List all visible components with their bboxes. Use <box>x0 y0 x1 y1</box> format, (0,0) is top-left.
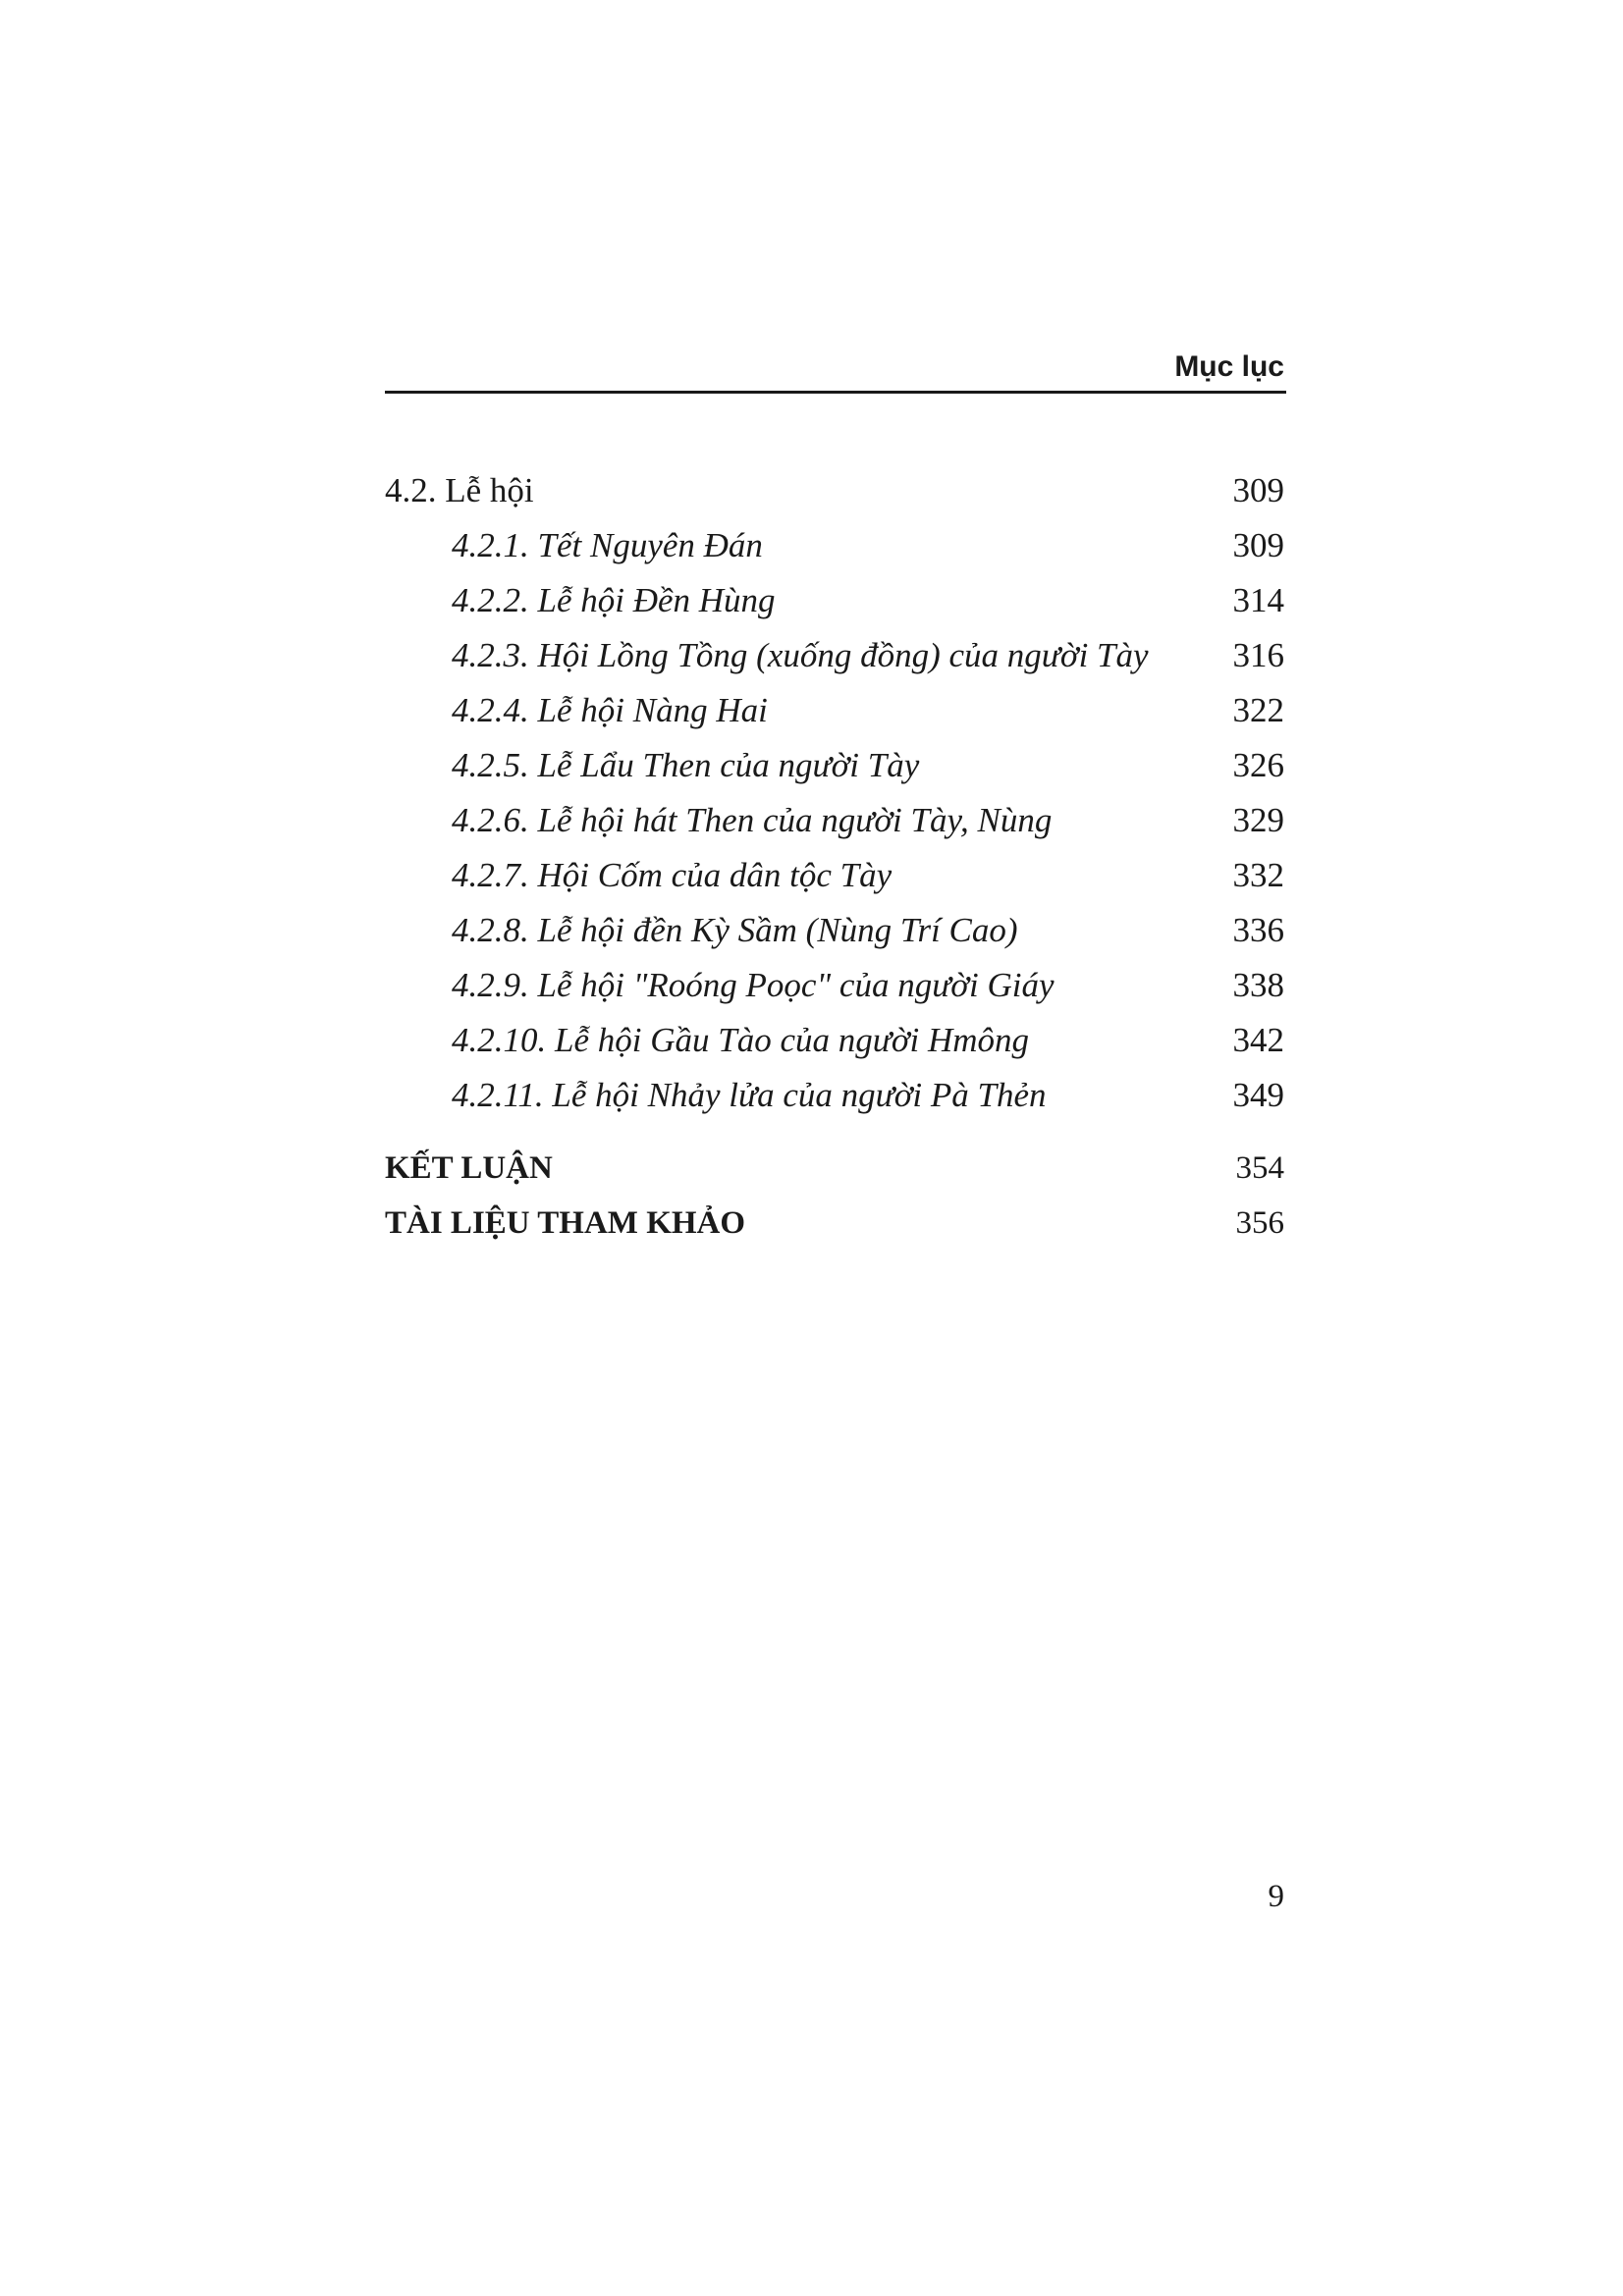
table-of-contents <box>385 463 1284 1251</box>
toc-entry-section[interactable] <box>385 463 1284 518</box>
toc-entry-page: 309 <box>1232 526 1284 564</box>
toc-entry-page: 314 <box>1232 581 1284 619</box>
page-number: 9 <box>1268 1879 1284 1914</box>
toc-entry-page: 329 <box>1232 801 1284 839</box>
toc-entry-title: 4.2.10. Lễ hội Gầu Tào của người Hmông <box>452 1021 1030 1059</box>
toc-entry-subsection[interactable] <box>385 683 1284 738</box>
toc-entry-title: 4.2.2. Lễ hội Đền Hùng <box>452 581 776 619</box>
toc-entry-page: 332 <box>1232 856 1284 894</box>
toc-entry-page: 354 <box>1235 1150 1284 1186</box>
toc-entry-subsection[interactable] <box>385 958 1284 1013</box>
toc-entry-title: 4.2.1. Tết Nguyên Đán <box>452 526 763 564</box>
toc-entry-title: 4.2.11. Lễ hội Nhảy lửa của người Pà Thẻn <box>452 1076 1047 1114</box>
toc-entry-title: 4.2. Lễ hội <box>385 471 534 509</box>
toc-entry-title: 4.2.4. Lễ hội Nàng Hai <box>452 691 768 729</box>
toc-entry-title: TÀI LIỆU THAM KHẢO <box>385 1205 746 1241</box>
toc-entry-page: 336 <box>1232 911 1284 949</box>
toc-entry-subsection[interactable] <box>385 628 1284 683</box>
toc-entry-page: 356 <box>1235 1205 1284 1241</box>
toc-entry-title: 4.2.5. Lễ Lẩu Then của người Tày <box>452 746 920 784</box>
toc-entry-page: 342 <box>1232 1021 1284 1059</box>
toc-entry-chapter[interactable] <box>385 1196 1284 1251</box>
toc-entry-page: 309 <box>1232 471 1284 509</box>
toc-entry-page: 338 <box>1232 966 1284 1004</box>
toc-entry-chapter[interactable] <box>385 1141 1284 1196</box>
toc-entry-subsection[interactable] <box>385 1068 1284 1123</box>
toc-entry-title: 4.2.8. Lễ hội đền Kỳ Sầm (Nùng Trí Cao) <box>452 911 1018 949</box>
toc-entry-title: 4.2.7. Hội Cốm của dân tộc Tày <box>452 856 893 894</box>
toc-entry-subsection[interactable] <box>385 573 1284 628</box>
toc-entry-page: 326 <box>1232 746 1284 784</box>
toc-entry-subsection[interactable] <box>385 793 1284 848</box>
toc-spacer <box>385 1123 1284 1141</box>
header-rule <box>385 391 1286 394</box>
toc-entry-subsection[interactable] <box>385 1013 1284 1068</box>
toc-entry-subsection[interactable] <box>385 518 1284 573</box>
toc-entry-subsection[interactable] <box>385 903 1284 958</box>
toc-entry-page: 349 <box>1232 1076 1284 1114</box>
running-header: Mục lục <box>1174 350 1284 383</box>
toc-entry-title: KẾT LUẬN <box>385 1150 553 1186</box>
toc-entry-title: 4.2.9. Lễ hội "Roóng Poọc" của người Giáy <box>452 966 1055 1004</box>
toc-entry-subsection[interactable] <box>385 848 1284 903</box>
toc-entry-page: 316 <box>1232 636 1284 674</box>
toc-entry-subsection[interactable] <box>385 738 1284 793</box>
toc-entry-title: 4.2.3. Hội Lồng Tồng (xuống đồng) của người Tày <box>452 636 1149 674</box>
toc-entry-title: 4.2.6. Lễ hội hát Then của người Tày, Nùng <box>452 801 1053 839</box>
toc-entry-page: 322 <box>1232 691 1284 729</box>
